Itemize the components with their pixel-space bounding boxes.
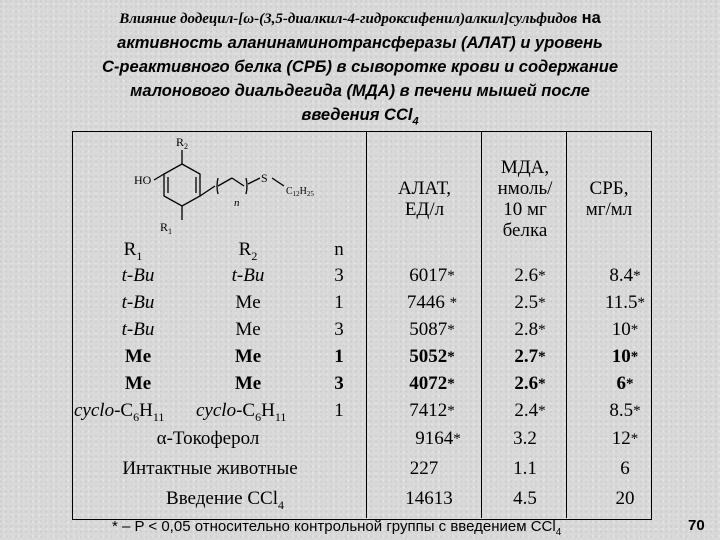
structure-r1-label: $R_1$ bbox=[160, 220, 173, 236]
chemical-structure bbox=[100, 134, 365, 239]
row-r1: t-Bu bbox=[121, 265, 155, 286]
table-divider-3 bbox=[566, 131, 567, 518]
row-n: 3 bbox=[334, 373, 344, 394]
structure-sulfur-label: S bbox=[261, 171, 268, 185]
structure-r2-label: $R_2$ bbox=[176, 135, 189, 151]
row-crb: 12* bbox=[611, 428, 639, 449]
table-divider-2 bbox=[481, 131, 482, 518]
row-alat: 7446 * bbox=[406, 292, 458, 313]
page-number: 70 bbox=[688, 517, 705, 534]
title-line-5 bbox=[20, 103, 700, 133]
row-r2: Me bbox=[235, 319, 261, 340]
row-crb: 10* bbox=[611, 319, 639, 340]
row-mda: 2.5* bbox=[514, 292, 546, 313]
structure-n-label: n bbox=[234, 197, 240, 209]
row-r1: Me bbox=[124, 373, 152, 394]
row-alat: 227 bbox=[409, 458, 439, 479]
header-mda-line-2: нмоль/ bbox=[497, 178, 553, 199]
row-alat: 5052* bbox=[409, 346, 455, 367]
title-line-5-sub: 4 bbox=[412, 115, 419, 128]
header-alat-line-1: АЛАТ, bbox=[397, 178, 452, 199]
row-alat: 9164* bbox=[415, 428, 461, 449]
control-label: Введение CCl$_4$ bbox=[166, 488, 284, 512]
header-r2: $R_2$ bbox=[238, 239, 258, 263]
footnote: * – P < 0,05 относительно контрольной группы с введением CCl$_4$ bbox=[112, 518, 562, 538]
row-n: 3 bbox=[334, 265, 344, 286]
title-line-3: С-реактивного белка (СРБ) в сыворотке крови и содержание bbox=[101, 58, 619, 76]
row-r1: t-Bu bbox=[121, 319, 155, 340]
row-alat: 4072* bbox=[409, 373, 455, 394]
header-mda-line-3: 10 мг bbox=[503, 199, 547, 220]
structure-chain-label: $C_{12}H_{25}$ bbox=[286, 186, 314, 198]
row-crb: 6* bbox=[616, 373, 634, 394]
header-alat-line-2: ЕД/л bbox=[404, 199, 445, 220]
row-crb: 10* bbox=[611, 346, 639, 367]
title-line-2: активность аланинаминотрансферазы (АЛАТ) и уровень bbox=[117, 34, 603, 52]
row-alat: 7412* bbox=[409, 400, 455, 421]
control-label: Интактные животные bbox=[122, 458, 298, 479]
header-alat bbox=[377, 178, 472, 220]
row-r2: Me bbox=[235, 292, 261, 313]
header-r1: $R_1$ bbox=[123, 239, 143, 263]
row-n: 1 bbox=[334, 346, 344, 367]
row-mda: 2.7* bbox=[514, 346, 546, 367]
row-crb: 11.5* bbox=[604, 292, 646, 313]
title-line-1-italic: Влияние додецил-[ω-(3,5-диалкил-4-гидроксифенил)алкил]сульфидов bbox=[119, 11, 578, 27]
row-r1: t-Bu bbox=[121, 292, 155, 313]
row-alat: 6017* bbox=[409, 265, 455, 286]
header-crb bbox=[570, 178, 648, 220]
row-n: 1 bbox=[334, 292, 344, 313]
row-n: 3 bbox=[334, 319, 344, 340]
row-r1: cyclo-$C_6H_{11}$ bbox=[74, 400, 165, 424]
row-mda: 4.5 bbox=[513, 488, 537, 509]
slide-title bbox=[20, 6, 700, 133]
row-r1: Me bbox=[124, 346, 152, 367]
title-line-5-text: введения CCl bbox=[301, 106, 413, 124]
row-crb: 8.5* bbox=[609, 400, 641, 421]
row-alat: 5087* bbox=[409, 319, 455, 340]
header-mda-line-4: белка bbox=[502, 220, 548, 241]
row-r2: Me bbox=[234, 373, 262, 394]
row-r2: t-Bu bbox=[231, 265, 265, 286]
row-mda: 2.6* bbox=[514, 373, 546, 394]
table-divider-1 bbox=[366, 131, 367, 518]
header-mda-line-1: МДА, bbox=[500, 157, 550, 178]
row-crb: 6 bbox=[620, 458, 630, 479]
row-mda: 2.4* bbox=[514, 400, 546, 421]
header-mda bbox=[485, 157, 565, 241]
row-crb: 20 bbox=[615, 488, 635, 509]
title-line-1-tail: на bbox=[577, 9, 601, 27]
row-mda: 1.1 bbox=[513, 458, 537, 479]
row-mda: 2.6* bbox=[514, 265, 546, 286]
structure-ho-label: HO bbox=[134, 173, 152, 187]
header-crb-line-2: мг/мл bbox=[585, 199, 633, 220]
header-n: n bbox=[334, 239, 344, 260]
row-crb: 8.4* bbox=[609, 265, 641, 286]
row-mda: 2.8* bbox=[514, 319, 546, 340]
row-r2: Me bbox=[234, 346, 262, 367]
title-line-1 bbox=[20, 6, 700, 31]
row-alat: 14613 bbox=[405, 488, 453, 509]
title-line-4: малонового диальдегида (МДА) в печени мышей после bbox=[130, 82, 590, 100]
row-mda: 3.2 bbox=[513, 428, 537, 449]
row-n: 1 bbox=[334, 400, 344, 421]
header-crb-line-1: СРБ, bbox=[589, 178, 629, 199]
control-label: α-Токоферол bbox=[156, 428, 260, 449]
row-r2: cyclo-$C_6H_{11}$ bbox=[196, 400, 287, 424]
